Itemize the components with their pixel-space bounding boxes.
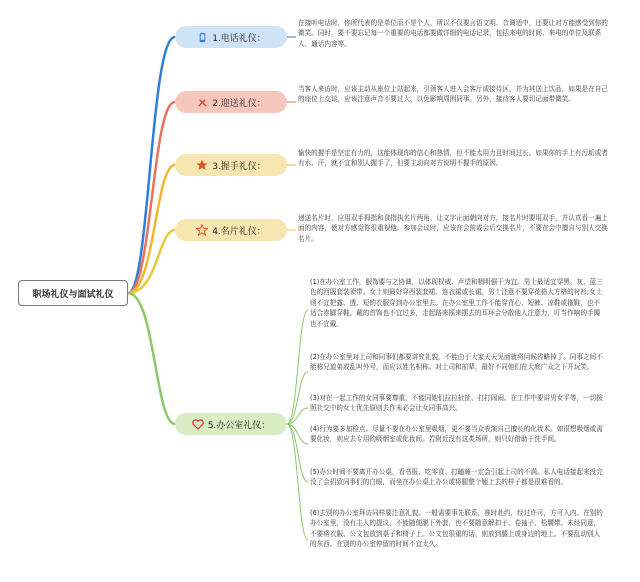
office-rule-2: (2)在办公室里对上司和同事们都要讲究礼貌，不能由于大家天天见面就将问候省略掉了。同事之间不能称兄道弟或乱叫外号，而应以姓名相称。对上司和前辈，最好不同他们在大庭广众之下开玩笑。: [310, 353, 603, 372]
root-node[interactable]: [18, 280, 128, 306]
star-icon: [196, 159, 208, 171]
connector-branch-5: [128, 293, 175, 424]
root-label: 职场礼仪与面试礼仪: [32, 289, 114, 300]
office-rule-6: (6)去别的办公室拜访同样要注意礼貌。一般需要事先联系，准时赴约，经过许可，方可入内。在别的办公室里，没有主人的提议，不能随便脱下外套，也不要随意解扣子、卷袖子、松腰带。未经同意，不要将衣服、公文包放到桌子和椅子上。公文包很重的话，则放到腿上或身边的地上。不要乱动别人的东西。在别的办公室停留的时间不宜太久。: [310, 509, 603, 549]
branch-label: 3.握手礼仪：: [212, 161, 266, 172]
branch-description: 当客人来访时，应该主动从座位上站起来，引领客人进入会客厅或接待区，并为其送上饮品，如果是在自己的座位上交谈，应该注意声音不要过大，以免影响周围同事。另外，接待客人要切记面带微笑。: [298, 85, 608, 104]
connector-sub-6: [287, 424, 308, 540]
branch-office-etiquette[interactable]: [175, 413, 287, 435]
office-rule-3: (3)对在一起工作的女同事要尊重，不能同她们拉拉扯扯、打打闹闹。在工作中要讲男女平等，一切按照社交中的女士优先原则去作未必会让女同事高兴。: [310, 394, 603, 413]
branch-description: 递送名片时，应用双手拇指和食指执名片两角，让文字正面朝向对方，接名片时要用双手，并认真看一遍上面的内容，使对方感觉你很重视他。参加会议时，应该在会前或会后交换名片，不要在会中擅自与别人交换名片。: [298, 214, 608, 243]
branch-business-card-etiquette[interactable]: [175, 219, 287, 241]
connector-branch-1: [128, 37, 175, 293]
branch-description: 在接听电话时，你所代表的是单位而不是个人，所以不仅要言语文明、音调适中，还要让对方能感受到你的微笑。同时，要不要忘记每一个重要的电话都要做详细的电话记录，包括来电的时间、来电的单位及联系人、通话内容等。: [298, 19, 608, 48]
connector-branch-2: [128, 102, 175, 293]
branch-label: 4.名片礼仪：: [212, 226, 266, 237]
branch-label: 1.电话礼仪：: [212, 33, 266, 44]
branch-description: 愉快的握手是坚定有力的，这能体现你的信心和热情，但不能太用力且时间过长。如果你的手上有污垢或者有水、汗，就不宜和别人握手了，但要主动向对方说明不握手的原因。: [298, 149, 608, 168]
heart-icon: [192, 418, 204, 430]
branch-reception-etiquette[interactable]: [175, 91, 287, 113]
phone-icon: [196, 31, 208, 43]
tools-icon: [196, 96, 208, 108]
office-rule-4: (4)行为要多加检点。尽量不要在办公室里吸烟，更不要当众表演自己擅长的化妆术。如很想吸烟或需要化妆，则应去专用的吸烟室或化妆间。若附近没有这类场所，则只好借助于洗手间。: [310, 425, 603, 444]
connector-sub-1: [287, 310, 308, 424]
office-rule-1: (1)在办公室工作，服饰要与之协调，以体现权威、声望和精明强干为宜。男士最适宜穿黑、灰、蓝三色的西服套装领带。女士则最好穿西装套裙、连衣裙或长裙。男士注意不要穿花格大方格的衬衫;女士则不宜把露、透、短的衣服穿到办公室里去。在办公室里工作不能穿背心、短裤、凉鞋或拖鞋，也不适合赤脚穿鞋。戴的首饰也不宜过多，走起路来摇来摆去的耳环会分散他人注意力，叮当作响的手镯也不宜戴。: [310, 278, 603, 328]
branch-label: 5.办公室礼仪：: [207, 420, 271, 431]
branch-phone-etiquette[interactable]: [175, 26, 287, 48]
branch-label: 2.迎送礼仪：: [212, 98, 266, 109]
star-outline-icon: [196, 224, 208, 236]
office-rule-5: (5)办公时间不要离开办公桌，看书报、吃零食、打瞌睡一定会引起上司的不满。私人电话接起来没完没了会招致同事们的白眼，而坐在办公桌上办公或将腿整个翘上去的样子都是很难看的。: [310, 468, 603, 487]
branch-handshake-etiquette[interactable]: [175, 154, 287, 176]
